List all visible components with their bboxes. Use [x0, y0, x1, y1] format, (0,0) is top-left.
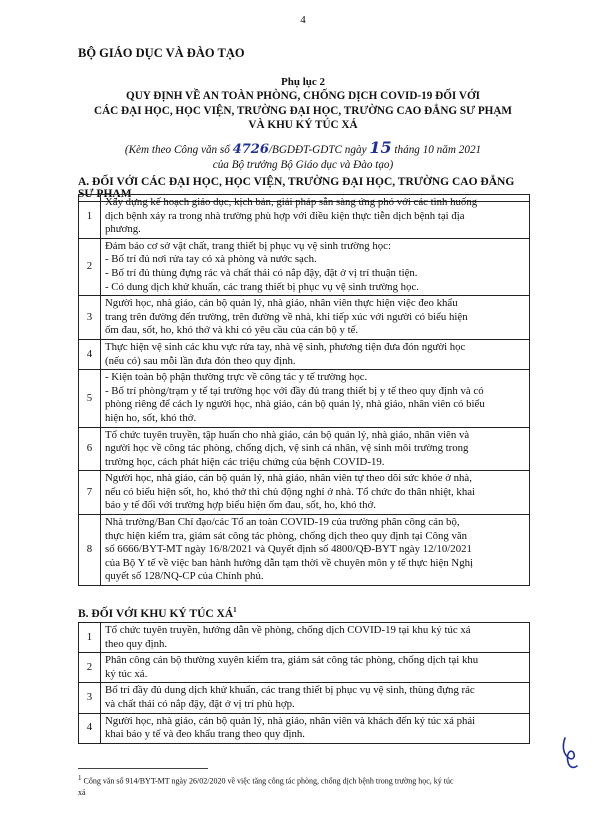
attachment-note: [70, 140, 536, 173]
handwritten-document-number: 4726: [232, 142, 269, 157]
attachment-prefix: (Kèm theo Công văn số: [124, 144, 230, 156]
row-number: 2: [79, 653, 101, 683]
row-content: [101, 623, 530, 653]
row-text-line: - Bố trí đủ thùng đựng rác và chất thải có nắp đậy, đặt ở vị trí thuận tiện.: [105, 266, 418, 279]
row-text-line: ốm đau, sốt, ho, khó thở và khi có yêu cầu của cán bộ y tế.: [105, 324, 359, 337]
title-line: QUY ĐỊNH VỀ AN TOÀN PHÒNG, CHỐNG DỊCH COVID-19 ĐỐI VỚI: [126, 90, 480, 102]
row-text-line: Bố trí đầy đủ dung dịch khử khuẩn, các trang thiết bị phục vụ vệ sinh, thùng đựng rác: [105, 684, 475, 697]
row-content: [101, 683, 530, 713]
handwritten-initial-mark: [559, 732, 583, 772]
row-content: [101, 515, 530, 586]
row-text-line: và chất thải có nắp đậy, đặt ở vị trí phù hợp.: [105, 697, 295, 710]
row-content: [101, 713, 530, 743]
row-text-line: - Bố trí đủ nơi rửa tay có xà phòng và nước sạch.: [105, 253, 317, 266]
row-text-line: Tổ chức tuyên truyền, tập huấn cho nhà giáo, cán bộ quản lý, nhà giáo, nhân viên và: [105, 428, 470, 441]
footnote-ref: 1: [233, 606, 237, 614]
row-text-line: theo quy định.: [105, 637, 168, 650]
row-number: 3: [79, 296, 101, 340]
section-b-table: [78, 622, 530, 744]
row-text-line: khai báo y tế và đeo khẩu trang theo quy định.: [105, 728, 305, 741]
table-row: [79, 296, 530, 340]
row-text-line: Tổ chức tuyên truyền, hướng dẫn về phòng, chống dịch COVID-19 tại khu ký túc xá: [105, 624, 471, 636]
table-row: [79, 427, 530, 471]
section-b-heading: [78, 606, 530, 621]
row-text-line: người học về công tác phòng, chống dịch, vệ sinh cá nhân, vệ sinh môi trường trong: [105, 442, 469, 455]
table-row: [79, 713, 530, 743]
document-title: [70, 89, 536, 133]
table-row: [79, 683, 530, 713]
row-text-line: Nhà trường/Ban Chỉ đạo/các Tổ an toàn COVID-19 của trường phân công cán bộ,: [105, 516, 460, 529]
table-row: [79, 238, 530, 295]
row-text-line: của Bộ Y tế về việc ban hành hướng dẫn tạm thời về chuyên môn y tế thực hiện Nghị: [105, 556, 474, 569]
row-content: [101, 339, 530, 369]
row-number: 6: [79, 427, 101, 471]
row-text-line: thực hiện kiểm tra, giám sát công tác phòng, chống dịch theo quy định tại Công văn: [105, 529, 468, 542]
row-text-line: (nếu có) sau mỗi lần đưa đón theo quy định.: [105, 354, 296, 367]
row-number: 7: [79, 471, 101, 515]
row-number: 5: [79, 370, 101, 427]
row-content: [101, 653, 530, 683]
row-content: [101, 471, 530, 515]
handwritten-day: 15: [369, 138, 392, 157]
row-number: 8: [79, 515, 101, 586]
row-text-line: phương.: [105, 223, 141, 236]
footnote-line: xá: [78, 787, 86, 797]
row-content: [101, 238, 530, 295]
row-text-line: Xây dựng kế hoạch giáo dục, kịch bản, giải pháp sẵn sàng ứng phó với các tình huống: [105, 196, 478, 208]
page-number: 4: [300, 14, 306, 26]
row-number: 2: [79, 238, 101, 295]
row-text-line: ký túc xá.: [105, 667, 148, 680]
table-row: [79, 515, 530, 586]
row-text-line: Đảm bảo cơ sở vật chất, trang thiết bị phục vụ vệ sinh trường học:: [105, 239, 391, 252]
table-row: [79, 370, 530, 427]
footnote: [78, 773, 538, 798]
table-row: [79, 623, 530, 653]
row-number: 1: [79, 623, 101, 653]
row-text-line: nếu có biểu hiện sốt, ho, khó thở thì chủ động nghỉ ở nhà. Tổ chức đo thân nhiệt, khai: [105, 485, 476, 498]
row-text-line: Người học, nhà giáo, cán bộ quản lý, nhà giáo, nhân viên tự theo dõi sức khỏe ở nhà,: [105, 472, 472, 485]
row-text-line: dịch bệnh xảy ra trong nhà trường phù hợp với điều kiện thực tiễn dịch bệnh tại địa: [105, 209, 465, 222]
table-row: [79, 653, 530, 683]
row-text-line: hiện ho, sốt, khó thở.: [105, 411, 197, 424]
table-row: [79, 471, 530, 515]
row-text-line: trang trên đường đến trường, trên đường về nhà, khi tiếp xúc với người có biểu hiện: [105, 310, 468, 323]
row-number: 4: [79, 339, 101, 369]
appendix-label: Phụ lục 2: [280, 76, 325, 88]
table-row: [79, 339, 530, 369]
row-text-line: phòng riêng để cách ly người học, nhà giáo, cán bộ quản lý, nhà giáo, nhân viên có biểu: [105, 398, 485, 411]
row-content: [101, 427, 530, 471]
section-b-title: B. ĐỐI VỚI KHU KÝ TÚC XÁ: [78, 607, 234, 620]
row-text-line: Người học, nhà giáo, cán bộ quản lý, nhà giáo, nhân viên thực hiện việc đeo khẩu: [105, 297, 458, 310]
table-row: [79, 195, 530, 239]
footnote-line: Công văn số 914/BYT-MT ngày 26/02/2020 về việc tăng công tác phòng, chống dịch bệnh trong trường học, ký túc: [83, 776, 454, 786]
ministry-name: BỘ GIÁO DỤC VÀ ĐÀO TẠO: [78, 46, 245, 60]
section-a-heading: A. ĐỐI VỚI CÁC ĐẠI HỌC, HỌC VIỆN, TRƯỜNG ĐẠI HỌC, TRƯỜNG CAO ĐẲNG SƯ PHẠM: [78, 176, 530, 202]
footnote-number: 1: [78, 774, 82, 782]
row-text-line: báo y tế đối với trường hợp biểu hiện ốm đau, sốt, ho, khó thở.: [105, 499, 376, 512]
section-a-table: [78, 194, 530, 586]
footnote-divider: [78, 768, 208, 769]
attachment-mid: /BGDĐT-GDTC ngày: [268, 144, 367, 156]
row-text-line: - Kiện toàn bộ phận thường trực về công tác y tế trường học.: [105, 371, 368, 384]
row-text-line: Phân công cán bộ thường xuyên kiểm tra, giám sát công tác phòng, chống dịch tại khu: [105, 654, 479, 667]
row-text-line: - Bố trí phòng/trạm y tế tại trường học với đầy đủ trang thiết bị y tế theo quy định và có: [105, 384, 484, 397]
row-number: 1: [79, 195, 101, 239]
row-text-line: Người học, nhà giáo, cán bộ quản lý, nhà giáo, nhân viên và khách đến ký túc xá phải: [105, 714, 476, 727]
row-text-line: số 6666/BYT-MT ngày 16/8/2021 và Quyết định số 4800/QĐ-BYT ngày 12/10/2021: [105, 543, 472, 556]
title-line: VÀ KHU KÝ TÚC XÁ: [248, 119, 358, 131]
row-content: [101, 195, 530, 239]
attachment-line2: của Bộ trưởng Bộ Giáo dục và Đào tạo): [212, 159, 394, 171]
row-number: 3: [79, 683, 101, 713]
row-number: 4: [79, 713, 101, 743]
row-text-line: quyết số 128/NQ-CP của Chính phủ.: [105, 570, 264, 583]
row-content: [101, 296, 530, 340]
row-text-line: Thực hiện vệ sinh các khu vực rửa tay, nhà vệ sinh, phương tiện đưa đón người học: [105, 340, 466, 353]
attachment-suffix: tháng 10 năm 2021: [394, 144, 482, 156]
title-line: CÁC ĐẠI HỌC, HỌC VIỆN, TRƯỜNG ĐẠI HỌC, TRƯỜNG CAO ĐẲNG SƯ PHẠM: [94, 104, 512, 117]
row-content: [101, 370, 530, 427]
row-text-line: trường học, cách phát hiện các triệu chứng của bệnh COVID-19.: [105, 455, 385, 468]
row-text-line: - Có dung dịch khử khuẩn, các trang thiết bị phục vụ vệ sinh trường học.: [105, 280, 419, 293]
